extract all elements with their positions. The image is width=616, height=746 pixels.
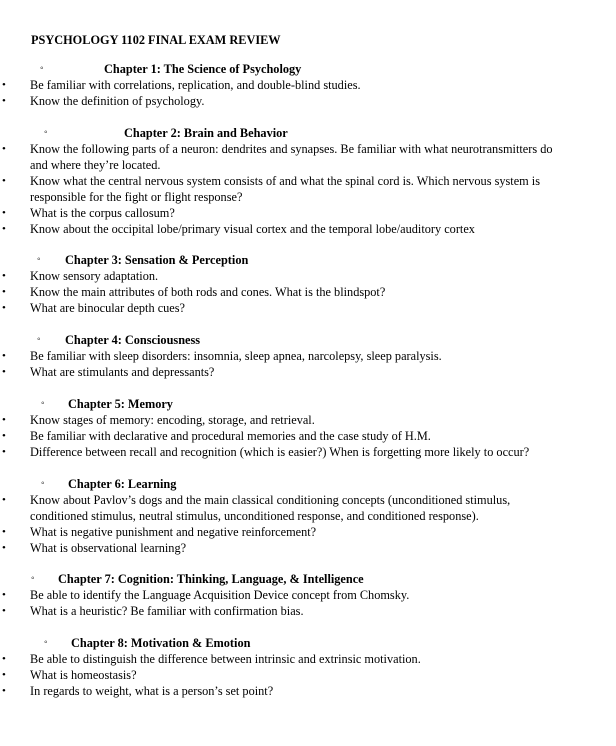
item-text: Know the following parts of a neuron: dendrites and synapses. Be familiar with what neurotransmitters do and where they’re located.	[30, 142, 553, 172]
bullet-icon: •	[2, 175, 6, 187]
chapter-heading-row	[0, 125, 616, 141]
chapter-heading-row	[0, 571, 616, 587]
chapter-heading: Chapter 5: Memory	[68, 397, 173, 411]
item-text: Know the definition of psychology.	[30, 94, 205, 108]
chapter-heading: Chapter 7: Cognition: Thinking, Language, & Intelligence	[58, 572, 364, 586]
list-item	[0, 221, 616, 237]
chapter-item-list	[0, 412, 616, 460]
chapter-item-list	[0, 492, 616, 556]
bullet-icon: •	[2, 79, 6, 91]
bullet-icon: •	[2, 446, 6, 458]
bullet-icon: •	[2, 366, 6, 378]
chapter-heading: Chapter 6: Learning	[68, 477, 177, 491]
chapter-1-section	[0, 61, 616, 109]
chapter-6-section	[0, 476, 616, 556]
item-text: Be familiar with declarative and procedural memories and the case study of H.M.	[30, 429, 431, 443]
item-text: What is observational learning?	[30, 541, 187, 555]
hollow-bullet-icon: ◦	[40, 63, 44, 74]
chapter-4-section	[0, 332, 616, 380]
bullet-icon: •	[2, 653, 6, 665]
chapter-item-list	[0, 348, 616, 380]
chapter-item-list	[0, 141, 616, 237]
item-text: Be familiar with correlations, replication, and double-blind studies.	[30, 78, 361, 92]
hollow-bullet-icon: ◦	[37, 334, 41, 345]
bullet-icon: •	[2, 270, 6, 282]
hollow-bullet-icon: ◦	[37, 254, 41, 265]
chapter-heading-row	[0, 61, 616, 77]
bullet-icon: •	[2, 223, 6, 235]
item-text: What are stimulants and depressants?	[30, 365, 215, 379]
chapter-8-section	[0, 635, 616, 699]
chapter-heading-row	[0, 252, 616, 268]
item-text: Know about the occipital lobe/primary visual cortex and the temporal lobe/auditory cortex	[30, 222, 475, 236]
list-item	[0, 428, 616, 444]
bullet-icon: •	[2, 669, 6, 681]
item-text: Be familiar with sleep disorders: insomnia, sleep apnea, narcolepsy, sleep paralysis.	[30, 349, 442, 363]
chapter-item-list	[0, 77, 616, 109]
list-item	[0, 540, 616, 556]
chapter-item-list	[0, 651, 616, 699]
item-text: Know the main attributes of both rods and cones. What is the blindspot?	[30, 285, 386, 299]
list-item	[0, 603, 616, 619]
list-item	[0, 444, 616, 460]
list-item	[0, 348, 616, 364]
bullet-icon: •	[2, 286, 6, 298]
hollow-bullet-icon: ◦	[44, 127, 48, 138]
chapter-heading: Chapter 3: Sensation & Perception	[65, 253, 249, 267]
bullet-icon: •	[2, 207, 6, 219]
list-item	[0, 77, 616, 93]
bullet-icon: •	[2, 542, 6, 554]
bullet-icon: •	[2, 526, 6, 538]
chapter-heading: Chapter 8: Motivation & Emotion	[71, 636, 251, 650]
chapter-item-list	[0, 268, 616, 316]
bullet-icon: •	[2, 685, 6, 697]
chapter-heading: Chapter 1: The Science of Psychology	[104, 62, 302, 76]
chapter-5-section	[0, 396, 616, 460]
list-item	[0, 587, 616, 603]
bullet-icon: •	[2, 302, 6, 314]
list-item	[0, 300, 616, 316]
list-item	[0, 651, 616, 667]
document-title: PSYCHOLOGY 1102 FINAL EXAM REVIEW	[31, 33, 281, 47]
item-text: Know what the central nervous system consists of and what the spinal cord is. Which nervous system is responsible for the fight or flight response?	[30, 174, 541, 204]
item-text: What is homeostasis?	[30, 668, 137, 682]
item-text: Know about Pavlov’s dogs and the main classical conditioning concepts (unconditioned stimulus, conditioned stimulus, neutral stimulus, unconditioned response, and conditioned response).	[30, 493, 511, 523]
item-text: Know sensory adaptation.	[30, 269, 159, 283]
bullet-icon: •	[2, 350, 6, 362]
chapter-7-section	[0, 571, 616, 619]
hollow-bullet-icon: ◦	[31, 573, 35, 584]
item-text: Be able to identify the Language Acquisition Device concept from Chomsky.	[30, 588, 410, 602]
chapter-heading-row	[0, 332, 616, 348]
item-text: What is a heuristic? Be familiar with confirmation bias.	[30, 604, 304, 618]
bullet-icon: •	[2, 95, 6, 107]
item-text: In regards to weight, what is a person’s set point?	[30, 684, 274, 698]
bullet-icon: •	[2, 605, 6, 617]
list-item	[0, 667, 616, 683]
chapter-heading-row	[0, 635, 616, 651]
item-text: Be able to distinguish the difference between intrinsic and extrinsic motivation.	[30, 652, 421, 666]
chapter-heading: Chapter 4: Consciousness	[65, 333, 201, 347]
bullet-icon: •	[2, 589, 6, 601]
list-item	[0, 205, 616, 221]
list-item	[0, 412, 616, 428]
list-item	[0, 284, 616, 300]
item-text: Difference between recall and recognition (which is easier?) When is forgetting more likely to occur?	[30, 445, 530, 459]
bullet-icon: •	[2, 143, 6, 155]
chapter-heading: Chapter 2: Brain and Behavior	[124, 126, 288, 140]
list-item	[0, 683, 616, 699]
item-text: What are binocular depth cues?	[30, 301, 186, 315]
chapter-2-section	[0, 125, 616, 237]
chapter-heading-row	[0, 396, 616, 412]
bullet-icon: •	[2, 414, 6, 426]
list-item	[0, 268, 616, 284]
list-item	[0, 173, 616, 205]
item-text: What is negative punishment and negative reinforcement?	[30, 525, 317, 539]
list-item	[0, 524, 616, 540]
item-text: Know stages of memory: encoding, storage, and retrieval.	[30, 413, 315, 427]
list-item	[0, 492, 616, 524]
list-item	[0, 364, 616, 380]
list-item	[0, 93, 616, 109]
hollow-bullet-icon: ◦	[44, 637, 48, 648]
bullet-icon: •	[2, 430, 6, 442]
list-item	[0, 141, 616, 173]
bullet-icon: •	[2, 494, 6, 506]
hollow-bullet-icon: ◦	[41, 478, 45, 489]
hollow-bullet-icon: ◦	[41, 398, 45, 409]
chapter-3-section	[0, 252, 616, 316]
item-text: What is the corpus callosum?	[30, 206, 175, 220]
chapter-heading-row	[0, 476, 616, 492]
chapter-item-list	[0, 587, 616, 619]
